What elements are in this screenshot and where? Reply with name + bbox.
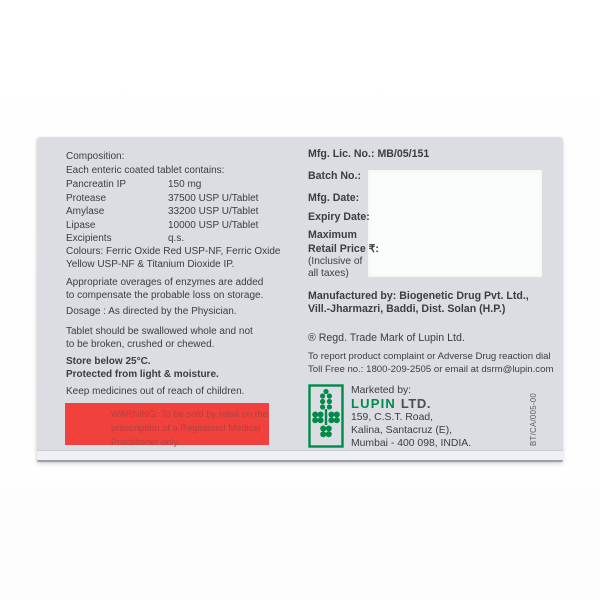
marketed-by-block: [308, 384, 471, 451]
address-line: 159, C.S.T. Road,: [351, 412, 434, 423]
storage-line: Protected from light & moisture.: [66, 369, 219, 380]
ingredient-value: 150 mg: [168, 179, 202, 190]
manufacturer-line: Manufactured by: Biogenetic Drug Pvt. Ltd.,: [308, 290, 529, 302]
ingredient-value: q.s.: [168, 233, 185, 244]
company-name: [351, 397, 471, 411]
carton-bottom-edge: [37, 450, 563, 462]
print-code-vertical: BT/CA/005-00: [529, 392, 538, 446]
overages-line: to compensate the probable loss on storage.: [66, 290, 264, 302]
mfg-licence-line: Mfg. Lic. No.: MB/05/151: [308, 148, 430, 160]
swallow-line: to be broken, crushed or chewed.: [66, 339, 215, 351]
ingredient-value: 37500 USP U/Tablet: [168, 192, 259, 204]
ingredient-name: Lipase: [66, 219, 96, 231]
manufacturer-line: Vill.-Jharmazri, Baddi, Dist. Solan (H.P.): [308, 303, 506, 315]
mrp-taxes-line: all taxes): [308, 268, 349, 279]
trademark-line: ® Regd. Trade Mark of Lupin Ltd.: [308, 332, 465, 344]
ingredients-list: [66, 178, 259, 246]
ingredient-name: Amylase: [66, 206, 105, 217]
ingredient-name: Excipients: [66, 233, 112, 244]
warning-line: WARNING: To be sold by retail on the: [111, 408, 268, 419]
warning-line: Practitioner only.: [111, 436, 181, 448]
marketed-by-label: Marketed by:: [351, 385, 412, 396]
ingredient-row: [66, 232, 185, 246]
colours-line: Colours: Ferric Oxide Red USP-NF, Ferric Oxide: [66, 246, 281, 257]
complaint-line: To report product complaint or Adverse Drug reaction dial: [308, 351, 551, 362]
mrp-label-line: Maximum: [308, 229, 357, 241]
address-line: Kalina, Santacruz (E),: [351, 425, 453, 437]
company-name-lupin: LUPIN: [351, 396, 396, 411]
complaint-line: Toll Free no.: 1800-209-2505 or email at dsrm@lupin.com: [308, 364, 554, 375]
mfg-date-label: Mfg. Date:: [308, 192, 360, 204]
contains-line: Each enteric coated tablet contains:: [66, 165, 225, 176]
ingredient-value: 10000 USP U/Tablet: [168, 219, 259, 231]
ingredient-name: Pancreatin IP: [66, 179, 127, 190]
marketed-text: [351, 384, 471, 451]
address-line: Mumbai - 400 098, INDIA.: [351, 438, 472, 450]
swallow-line: Tablet should be swallowed whole and not: [66, 326, 253, 337]
swallow-note: [66, 325, 253, 352]
keep-away-line: Keep medicines out of reach of children.: [66, 386, 245, 397]
dosage-line: Dosage : As directed by the Physician.: [66, 306, 237, 317]
schedule-warning-box: [65, 403, 269, 448]
batch-price-blank-panel: [368, 170, 542, 277]
lupin-logo-icon: [308, 384, 344, 448]
company-name-ltd: LTD.: [400, 396, 432, 411]
expiry-date-label: Expiry Date:: [308, 211, 370, 223]
ingredient-row: [66, 178, 202, 192]
ingredient-row: [66, 192, 259, 206]
overages-note: [66, 276, 263, 303]
ingredient-row: [66, 205, 259, 219]
ingredient-row: [66, 219, 259, 233]
batch-no-label: Batch No.:: [308, 170, 361, 182]
colours-line: Yellow USP-NF & Titanium Dioxide IP.: [66, 259, 235, 271]
colours-note: [66, 245, 281, 272]
warning-line: prescription of a Registered Medical: [111, 422, 261, 434]
mrp-taxes-line: (Inclusive of: [308, 256, 363, 267]
ingredient-value: 33200 USP U/Tablet: [168, 206, 259, 217]
storage-line: Store below 25°C.: [66, 356, 151, 367]
composition-title: Composition:: [66, 151, 125, 162]
overages-line: Appropriate overages of enzymes are added: [66, 277, 264, 288]
ingredient-name: Protease: [66, 192, 107, 204]
carton-back-panel: [37, 137, 563, 462]
mrp-label-line: Retail Price ₹:: [308, 243, 379, 255]
